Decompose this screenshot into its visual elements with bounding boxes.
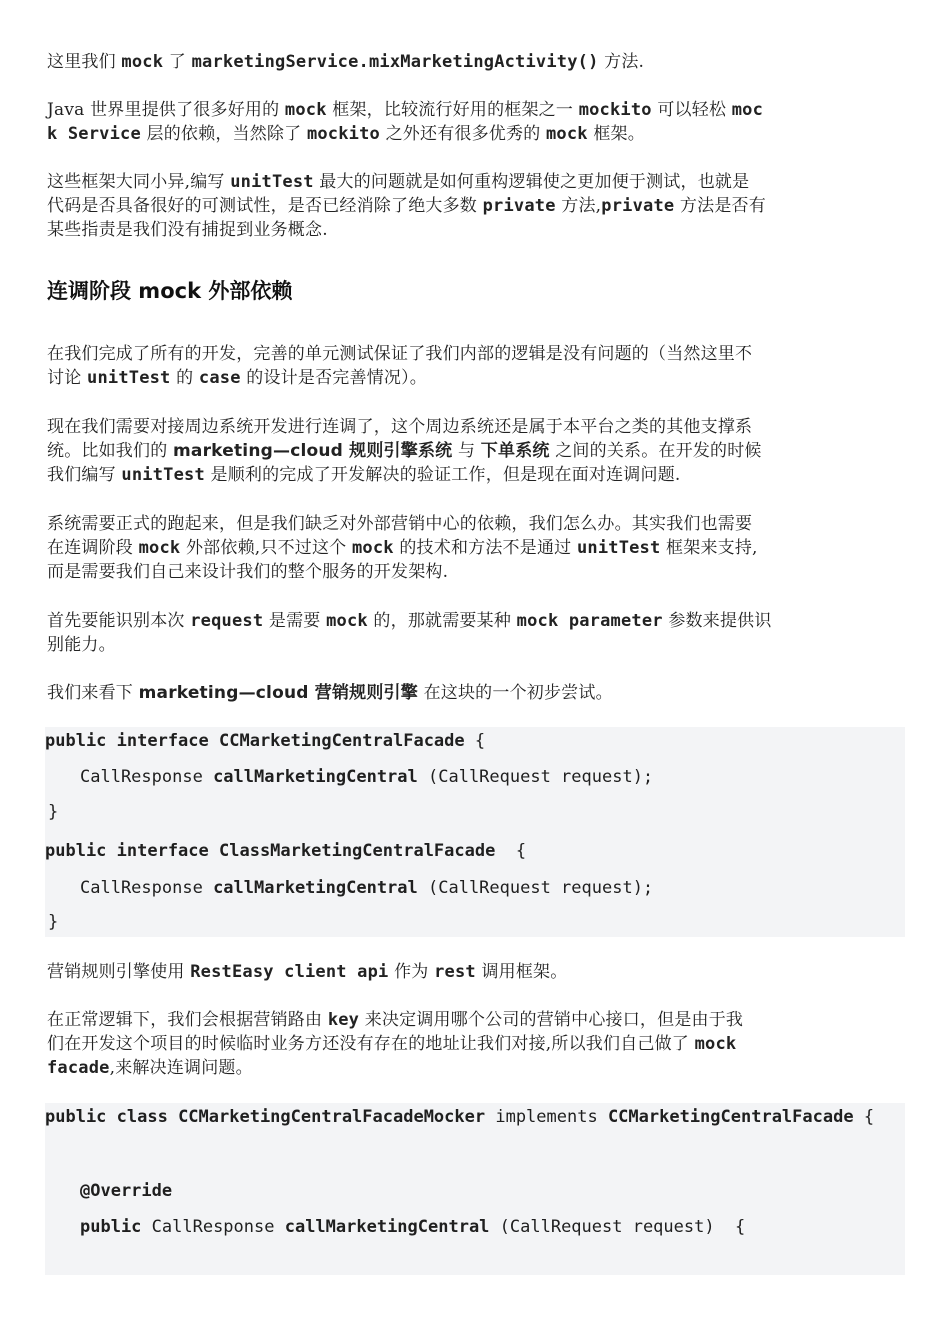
section-heading: 连调阶段 mock 外部依赖 [47, 279, 293, 303]
paragraph-mock-method: 这里我们 mock 了 marketingService.mixMarketingActivity() 方法. [47, 52, 645, 72]
code-line: public class CCMarketingCentralFacadeMocker implements CCMarketingCentralFacade { [45, 1107, 875, 1127]
paragraph-resteasy: 营销规则引擎使用 RestEasy client api 作为 rest 调用框架。 [47, 962, 568, 982]
code-line: } [48, 912, 59, 932]
paragraph-java-mock-frameworks: Java 世界里提供了很多好用的 mock 框架，比较流行好用的框架之一 mockito 可以轻松 moc k Service 层的依赖，当然除了 mockito 之外还有很多优秀的 mock 框架。 [47, 100, 764, 144]
paragraph-mock-parameter: 首先要能识别本次 request 是需要 mock 的，那就需要某种 mock parameter 参数来提供识 别能力。 [47, 611, 772, 655]
code-line: public CallResponse callMarketingCentral (CallRequest request) { [80, 1217, 746, 1237]
code-block-facades [45, 727, 905, 937]
code-line: public interface ClassMarketingCentralFacade { [45, 841, 527, 861]
paragraph-mock-facade: 在正常逻辑下，我们会根据营销路由 key 来决定调用哪个公司的营销中心接口，但是由于我 们在开发这个项目的时候临时业务方还没有存在的地址让我们对接,所以我们自己做了 mock facade,来解决连调问题。 [47, 1010, 744, 1078]
paragraph-marketing-cloud-attempt: 我们来看下 marketing—cloud 营销规则引擎 在这块的一个初步尝试。 [47, 683, 613, 703]
paragraph-integration-systems: 现在我们需要对接周边系统开发进行连调了，这个周边系统还是属于本平台之类的其他支撑系 统。比如我们的 marketing—cloud 规则引擎系统 与 下单系统 之间的关系。在开发的时候 我们编写 unitTest 是顺利的完成了开发解决的验证工作，但是现在面对连调问题. [47, 417, 762, 485]
paragraph-unittest-refactor: 这些框架大同小异,编写 unitTest 最大的问题就是如何重构逻辑使之更加便于测试，也就是 代码是否具备很好的可测试性，是否已经消除了绝大多数 private 方法,private 方法是否有 某些指责是我们没有捕捉到业务概念. [47, 172, 766, 240]
paragraph-development-complete: 在我们完成了所有的开发，完善的单元测试保证了我们内部的逻辑是没有问题的（当然这里不 讨论 unitTest 的 case 的设计是否完善情况）。 [47, 344, 753, 388]
code-line: @Override [80, 1181, 173, 1201]
paragraph-external-dependency: 系统需要正式的跑起来，但是我们缺乏对外部营销中心的依赖，我们怎么办。其实我们也需要 在连调阶段 mock 外部依赖,只不过这个 mock 的技术和方法不是通过 unitTest 框架来支持, 而是需要我们自己来设计我们的整个服务的开发架构. [47, 514, 758, 582]
code-line: CallResponse callMarketingCentral (CallRequest request); [80, 878, 654, 898]
code-block-mocker [45, 1103, 905, 1275]
code-line: } [48, 802, 59, 822]
code-line: CallResponse callMarketingCentral (CallRequest request); [80, 767, 654, 787]
code-line: public interface CCMarketingCentralFacade { [45, 731, 486, 751]
